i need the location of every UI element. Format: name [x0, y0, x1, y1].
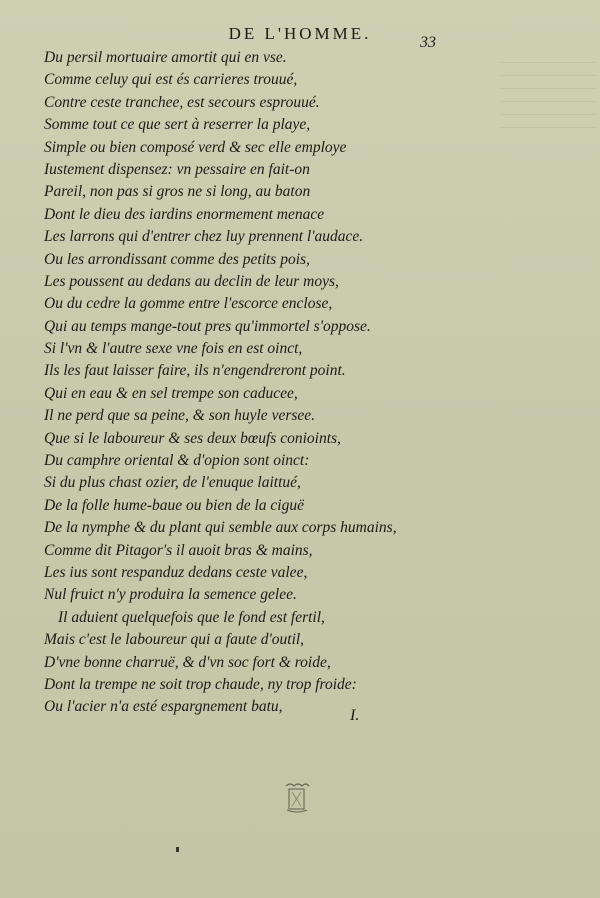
verse-line: Comme celuy qui est és carrieres trouué,	[44, 71, 298, 89]
page-number: 33	[420, 34, 436, 51]
verse-line: Qui en eau & en sel trempe son caducee,	[44, 384, 298, 402]
verse-line: Du camphre oriental & d'opion sont oinct:	[44, 452, 310, 470]
verse-line: Ou du cedre la gomme entre l'escorce enclose,	[44, 295, 333, 313]
verse-line: Somme tout ce que sert à reserrer la playe,	[44, 116, 311, 134]
verse-line: D'vne bonne charruë, & d'vn soc fort & roide,	[44, 653, 331, 671]
verse-line: Les ius sont respanduz dedans ceste valee,	[44, 563, 308, 581]
verse-line: Les larrons qui d'entrer chez luy prennent l'audace.	[44, 228, 364, 246]
verse-line: Les poussent au dedans au declin de leur moys,	[44, 272, 339, 290]
verse-block	[44, 47, 424, 719]
ink-speck	[176, 847, 179, 852]
verse-line: De la nymphe & du plant qui semble aux corps humains,	[44, 519, 397, 537]
verse-line: De la folle hume-baue ou bien de la ciguë	[44, 496, 304, 514]
printers-mark-icon	[282, 780, 312, 814]
verse-line: Du persil mortuaire amortit qui en vse.	[44, 49, 287, 66]
verse-line: Dont le dieu des iardins enormement menace	[44, 205, 325, 223]
verse-line: Iustement dispensez: vn pessaire en fait-on	[44, 160, 310, 178]
verse-line: Si l'vn & l'autre sexe vne fois en est oinct,	[44, 340, 303, 358]
show-through-text	[501, 50, 596, 140]
verse-line: Comme dit Pitagor's il auoit bras & mains,	[44, 541, 313, 559]
running-head: DE L'HOMME.	[228, 24, 372, 43]
verse-line: Si du plus chast ozier, de l'enuque laittué,	[44, 474, 301, 492]
verse-line: Pareil, non pas si gros ne si long, au baton	[44, 183, 311, 201]
verse-line: Mais c'est le laboureur qui a faute d'outil,	[44, 631, 305, 649]
verse-line: Que si le laboureur & ses deux bœufs conioints,	[44, 429, 341, 447]
catchword: I.	[350, 707, 360, 724]
verse-line: Ou les arrondissant comme des petits pois,	[44, 250, 310, 268]
verse-line: Simple ou bien composé verd & sec elle employe	[44, 138, 347, 156]
verse-line: Ou l'acier n'a esté espargnement batu,	[44, 698, 283, 716]
verse-line: Ils les faut laisser faire, ils n'engendreront point.	[44, 362, 346, 380]
verse-line: Il ne perd que sa peine, & son huyle versee.	[44, 407, 316, 425]
verse-line: Nul fruict n'y produira la semence gelee.	[44, 586, 297, 604]
verse-line: Contre ceste tranchee, est secours esprouué.	[44, 93, 320, 111]
verse-line: Il aduient quelquefois que le fond est fertil,	[58, 608, 325, 626]
verse-line: Dont la trempe ne soit trop chaude, ny trop froide:	[44, 675, 357, 693]
verse-line: Qui au temps mange-tout pres qu'immortel s'oppose.	[44, 317, 371, 335]
